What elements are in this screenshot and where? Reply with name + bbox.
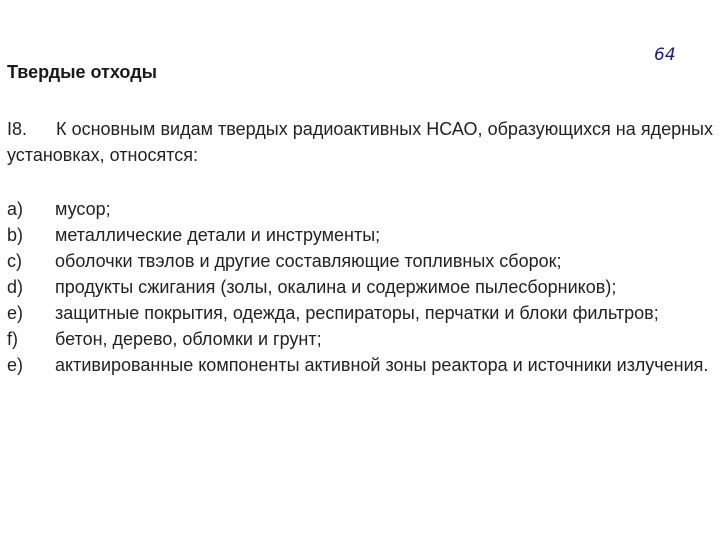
answer-item	[7, 326, 713, 352]
answer-text: продукты сжигания (золы, окалина и содержимое пылесборников);	[55, 277, 617, 297]
answer-text: металлические детали и инструменты;	[55, 225, 381, 245]
answer-marker: e)	[7, 303, 24, 323]
answer-text: бетон, дерево, обломки и грунт;	[55, 329, 322, 349]
question	[7, 116, 713, 168]
answer-marker: f)	[7, 329, 18, 349]
answer-item	[7, 196, 713, 222]
section-title: Твердые отходы	[7, 62, 157, 82]
answer-item	[7, 248, 713, 274]
answer-text: мусор;	[55, 199, 111, 219]
answer-marker: e)	[7, 355, 24, 375]
answer-marker: c)	[7, 251, 22, 271]
answer-text: активированные компоненты активной зоны реактора и источники излучения.	[55, 355, 709, 375]
answer-text: защитные покрытия, одежда, респираторы, перчатки и блоки фильтров;	[55, 303, 659, 323]
answer-item	[7, 274, 713, 300]
question-number: I8.	[7, 119, 28, 139]
answer-marker: b)	[7, 225, 24, 245]
answer-marker: d)	[7, 277, 24, 297]
answer-marker: a)	[7, 199, 24, 219]
answer-list	[7, 196, 713, 378]
answer-item	[7, 300, 713, 326]
question-text: К основным видам твердых радиоактивных НСАО, образующихся на ядерных установках, относятся:	[7, 119, 713, 165]
page-number: 64	[654, 45, 676, 65]
answer-item	[7, 352, 713, 378]
answer-text: оболочки твэлов и другие составляющие топливных сборок;	[55, 251, 562, 271]
answer-item	[7, 222, 713, 248]
